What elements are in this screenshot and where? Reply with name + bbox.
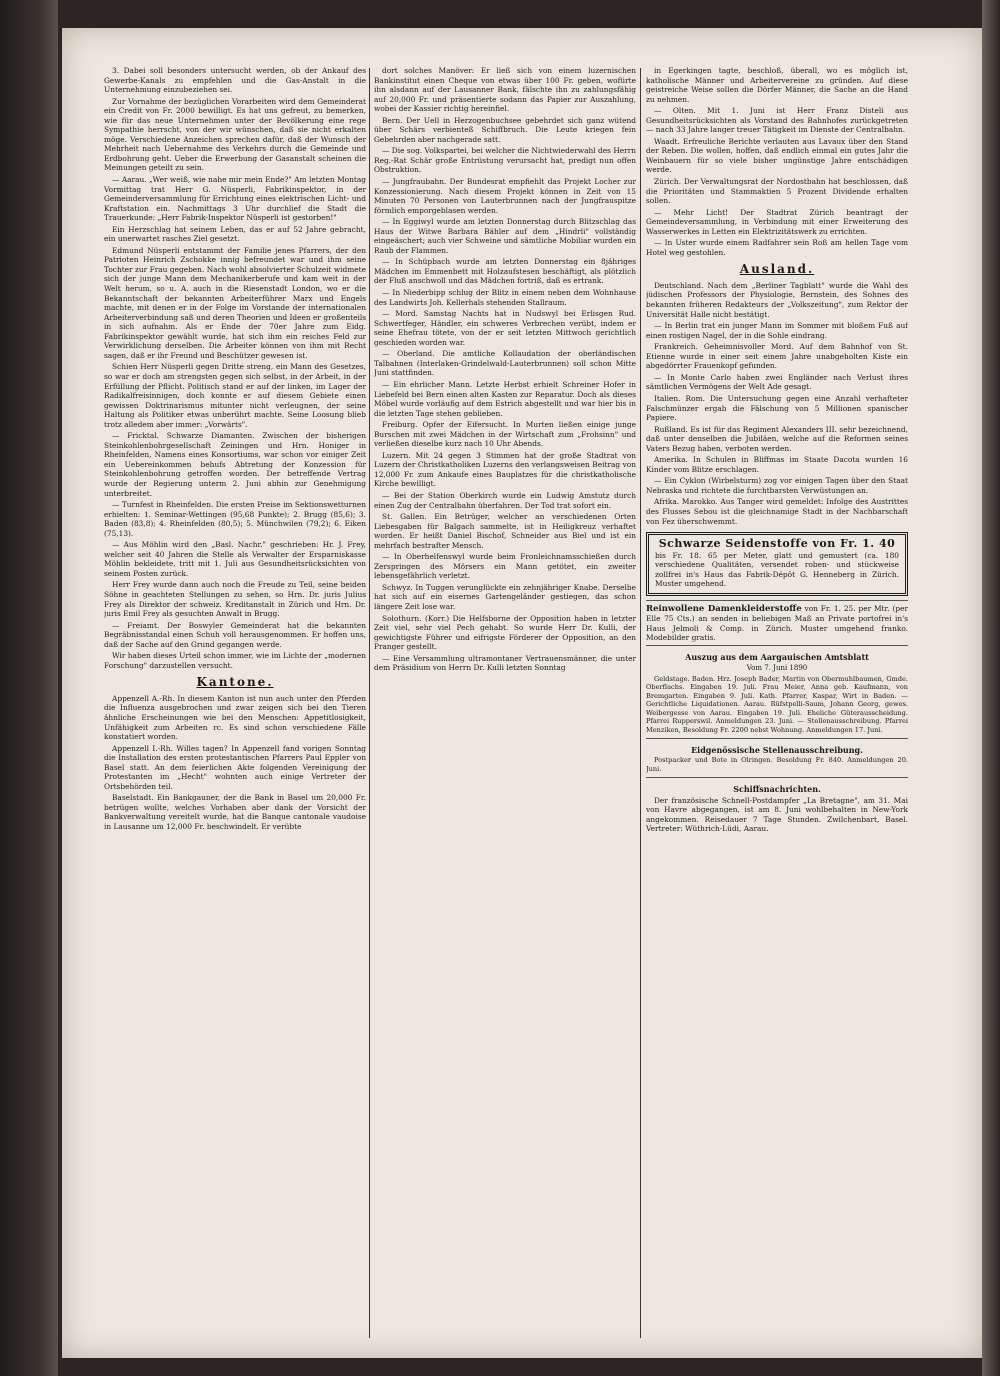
paragraph: Italien. Rom. Die Untersuchung gegen eine Anzahl verhafteter Falschmünzer ergab die Fälschung von 5 Millionen spanischer Papiere. <box>646 393 908 423</box>
paragraph: — Jungfraubahn. Der Bundesrat empfiehlt das Projekt Locher zur Konzessionierung. Nach diesem Projekt können in Zeit von 15 Minuten 70 Personen von Lauterbrunnen nach der Jungfrauspitze förmlich emporgeblasen werden. <box>374 177 636 215</box>
paragraph: — In Schüpbach wurde am letzten Donnerstag ein 8jähriges Mädchen im Emmenbett mit Holzaufstesen beschäftigt, als plötzlich der Fluß anschwoll und das Mädchen fortriß, daß es ertrank. <box>374 257 636 286</box>
paragraph: — Aarau. „Wer weiß, wie nahe mir mein Ende?" Am letzten Montag Vormittag trat Herr G. Nüsperli, Fabrikinspektor, in der Gemeinderversammlung für Errichtung eines elektrischen Licht- und Kraftstation ein. Nachmittags 3 Uhr durchlief die Stadt die Trauerkunde: „Herr Fabrik-Inspektor Nüsperli ist gestorben!" <box>104 175 366 223</box>
paragraph: — Oberland. Die amtliche Kollaudation der oberländischen Talbahnen (Interlaken-Grindelwald-Lauterbrunnen) soll schon Mitte Juni stattfinden. <box>374 349 636 378</box>
ad-title: Reinwollene Damenkleiderstoffe <box>646 603 802 614</box>
paragraph: Afrika. Marokko. Aus Tanger wird gemeldet: Infolge des Austrittes des Flusses Sebou ist die gleichnamige Stadt in der Nachbarschaft von Fez überschwemmt. <box>646 497 908 526</box>
column-1 <box>104 66 366 1346</box>
column-2 <box>374 66 636 1346</box>
paragraph: — Fricktal. Schwarze Diamanten. Zwischen der bisherigen Steinkohlenbohrgesellschaft Zeiningen und Hrn. Honiger in Rheinfelden, Namens eines Konsortiums, war schon vor einiger Zeit ein Uebereinkommen behufs Abtretung der Konzession für Steinkohlenbohrung getroffen worden. Der betreffende Vertrag wurde der Regierung unterm 2. Juni abhin zur Genehmigung unterbreitet. <box>104 431 366 498</box>
paragraph: Ein Herzschlag hat seinem Leben, das er auf 52 Jahre gebracht, ein unerwartet rasches Ziel gesetzt. <box>104 224 366 244</box>
column-rule <box>640 68 641 1338</box>
amtsblatt-excerpt <box>646 645 908 738</box>
ad-title: Schwarze Seidenstoffe von Fr. 1. 40 <box>658 537 896 551</box>
paragraph: Waadt. Erfreuliche Berichte verlauten aus Lavaux über den Stand der Reben. Die wollen, hoffen, daß endlich einmal ein gutes Jahr die Weinbauern für so viele bisher ungünstige Jahre entschädigen werde. <box>646 136 908 175</box>
job-title: Eidgenössische Stellenausschreibung. <box>691 744 863 755</box>
paragraph: dort solches Manöver: Er ließ sich von einem luzernischen Bankinstitut einen Cheque von etwas über 100 Fr. geben, wofürte ihn alsdann auf der Lausanner Bank, fälschte ihn zu zahlungsfähig auf 20,000 Fr. und präsentierte sodann das Papier zur Auszahlung, wobei der Kassier richtig hereinfiel. <box>374 66 636 114</box>
wool-advertisement <box>646 600 908 645</box>
column-rule <box>369 68 370 1338</box>
amtsblatt-title: Auszug aus dem Aargauischen Amtsblatt <box>685 651 869 662</box>
paragraph: Schwyz. In Tuggen verunglückte ein zehnjähriger Knabe. Derselbe hat sich auf ein eisernes Gartengeländer gestiegen, das schon längere Zeit lose war. <box>374 582 636 611</box>
paragraph: Wir haben dieses Urteil schon immer, wie im Lichte der „modernen Forschung" darzustellen versucht. <box>104 651 366 670</box>
paragraph: Frankreich. Geheimnisvoller Mord. Auf dem Bahnhof von St. Etienne wurde in einer seit einem Jahre unabgeholten Kiste ein abgedörrter Frauenkopf gefunden. <box>646 342 908 371</box>
paragraph: Zürich. Der Verwaltungsrat der Nordostbahn hat beschlossen, daß die Prioritäten und Stammaktien 5 Prozent Dividende erhalten sollen. <box>646 177 908 206</box>
amtsblatt-date: Vom 7. Juni 1890 <box>746 663 808 672</box>
paragraph: St. Gallen. Ein Betrüger, welcher an verschiedenen Orten Liebesgaben für Balgach sammelte, ist in Heiligkreuz verhaftet worden. Er heißt Daniel Bischof, Schneider aus Biel und ist ein mehrfach bestrafter Mensch. <box>374 512 636 550</box>
paragraph: — In Monte Carlo haben zwei Engländer nach Verlust ihres sämtlichen Vermögens der Welt Ade gesagt. <box>646 372 908 392</box>
paragraph: — In Oberhelfenswyl wurde beim Fronleichnamsschießen durch Zerspringen des Mörsers ein Mann getötet, ein zweiter lebensgefährlich verletzt. <box>374 552 636 581</box>
scan-left-edge <box>0 0 58 1376</box>
paragraph: — Olten. Mit 1. Juni ist Herr Franz Disteli aus Gesundheitsrücksichten als Vorstand des Bahnhofes zurückgetreten — nach 33 Jahre langer treuer Tätigkeit im Dienste der Centralbahn. <box>646 106 908 135</box>
paragraph: — Die sog. Volkspartei, bei welcher die Nichtwiederwahl des Herrn Reg.-Rat Schär große Entrüstung verursacht hat, predigt nun offen Obstruktion. <box>374 146 636 175</box>
shipping-title: Schiffsnachrichten. <box>733 784 821 795</box>
column-3 <box>646 66 908 1346</box>
paragraph: in Egerkingen tagte, beschloß, überall, wo es möglich ist, katholische Männer und Arbeitervereine zu gründen. Auf diese geistreiche Weise sollen die Dörfer Männer, die Sache an die Hand zu nehmen. <box>646 66 908 104</box>
paragraph: Freiburg. Opfer der Eifersucht. In Murten ließen einige junge Burschen mit zwei Mädchen in der Wirtschaft zum „Frohsinn" und verließen dieselbe kurz nach 10 Uhr Abends. <box>374 420 636 449</box>
paragraph: Appenzell A.-Rh. In diesem Kanton ist nun auch unter den Pferden die Influenza ausgebrochen und zwar zeigen sich bei den Tieren ähnliche Erscheinungen wie bei den Menschen: Appetitlosigkeit, Unfähigkeit zum Arbeiten rc. Es sind schon verschiedene Fälle konstatiert worden. <box>104 693 366 742</box>
section-heading: Kantone. <box>196 675 274 690</box>
paragraph: Schien Herr Nüsperli gegen Dritte streng, ein Mann des Gesetzes, so war er doch am strengsten gegen sich selbst, in der Arbeit, in der Erfüllung der Pflicht. Politisch stand er auf der linken, im Lager der Radikalfreisinnigen, doch konnte er auf diesem Gebiete einen gewissen Doktrinarismus mitunter nicht verleugnen, der seine Haltung als Politiker etwas unberührt machte. Seine Loosung blieb trotz alledem aber immer: „Vorwärts". <box>104 362 366 429</box>
scan-right-edge <box>982 0 1000 1376</box>
job-listing <box>646 738 908 777</box>
paragraph: — Mehr Licht! Der Stadtrat Zürich beantragt der Gemeindeversammlung, in Verbindung mit einer Erweiterung des Wasserwerkes in Letten ein Elektrizitätswerk zu errichten. <box>646 207 908 236</box>
paragraph: Luzern. Mit 24 gegen 3 Stimmen hat der große Stadtrat von Luzern der Christkatholiken Luzerns den verlangsweisen Beitrag von 12,000 Fr. zum Ankaufe eines Bauplatzes für die christkatholische Kirche bewilligt. <box>374 450 636 489</box>
paragraph: — Ein ehrlicher Mann. Letzte Herbst erhielt Schreiner Hofer in Liebefeld bei Bern einen alten Kasten zur Reparatur. Doch als dieses Möbel wurde vorläufig auf dem Estrich abgestellt und war hier bis in die letzten Tage stehen geblieben. <box>374 379 636 418</box>
paragraph: Herr Frey wurde dann auch noch die Freude zu Teil, seine beiden Söhne in geachteten Stellungen zu sehen, so Hrn. Dr. juris Julius Frey als Direktor der schweiz. Kreditanstalt in Zürich und Hrn. Dr. juris Emil Frey als gesuchten Anwalt in Brugg. <box>104 580 366 619</box>
paragraph: Solothurn. (Korr.) Die Helfsborne der Opposition haben in letzter Zeit viel, sehr viel Pech gehabt. So wurde Herr Dr. Kulli, der gewichtigste Führer und eifrigste Förderer der Opposition, an den Pranger gestellt. <box>374 613 636 652</box>
paragraph: — Eine Versammlung ultramontaner Vertrauensmänner, die unter dem Präsidium von Herrn Dr. Kulli letzten Sonntag <box>374 653 636 673</box>
amtsblatt-text: Geldstage. Baden. Hrz. Joseph Bader, Martin von Obermuhlbaumen, Gmde. Oberflachs. Eingaben 19. Juli. Frau Meier, Anna geb. Kaufmann, von Bremgarten. Eingaben 9. Juli. Kath. Pfarrer, Kaspar, Wirt in Baden. — Gerichtliche Liquidationen. Aarau. Rüfstpelli-Saum, Johann Georg, gewes. Weibergesse von Aarau. Eingaben 19. Juli. Eheliche Güterausscheidung. Pfarrei Rupperswil. Anmeldungen 23. Juni. — Stellenausschreibung. Pfarrei Menziken, Besoldung Fr. 2200 nebst Wohnung. Anmeldungen 17. Juni. <box>646 675 908 734</box>
paragraph: — Ein Cyklon (Wirbelsturm) zog vor einigen Tagen über den Staat Nebraska und richtete die furchtbarsten Verwüstungen an. <box>646 476 908 495</box>
paragraph: — Aus Möhlin wird den „Basl. Nachr." geschrieben: Hr. J. Frey, welcher seit 40 Jahren die Stelle als Verwalter der Ersparniskasse Möhlin bekleidete, tritt mit 1. Juli aus Gesundheitsrücksichten von seinem Posten zurück. <box>104 540 366 578</box>
shipping-news <box>646 777 908 838</box>
paragraph: Appenzell I.-Rh. Willes tagen? In Appenzell fand vorigen Sonntag die Installation des ersten protestantischen Pfarrers Paul Eppler von Basel statt. An dem feierlichen Akte folgenden Vereinigung der Protestanten im „Hecht" wohnten auch einige Vertreter der Ortsbehörden teil. <box>104 743 366 791</box>
paragraph: Edmund Nüsperli entstammt der Familie jenes Pfarrers, der den Patrioten Heinrich Zschokke innig befreundet war und ihm seine Tochter zur Frau gegeben. Nach wohl absolvierter Schulzeit widmete sich der junge Mann dem Mechanikerberufe und kam weit in der Welt herum, so u. A. auch in die Riesenstadt London, wo er die Bekanntschaft der bekannten Arbeiterführer Marx und Engels machte, mit denen er in der Folge im Vorstande der internationalen Arbeiterverbindung saß und deren Theorien und Ideen er großenteils in sich aufnahm. Als er Ende der 70er Jahre zum Eidg. Fabrikinspektor gewählt wurde, hat sich ihm ein reiches Feld zur Verwirklichung derselben. Die Arbeiter können von ihm mit Recht sagen, daß er ihr Freund und Beschützer gewesen ist. <box>104 245 366 360</box>
paragraph: — In Uster wurde einem Radfahrer sein Roß am hellen Tage vom Hotel weg gestohlen. <box>646 238 908 257</box>
shipping-text: Der französische Schnell-Postdampfer „La Bretagne", am 31. Mai von Havre abgegangen, ist am 8. Juni wohlbehalten in New-York angekommen. Reisedauer 7 Tage Stunden. Zwilchenbart, Basel. Vertreter: Wüthrich-Lüdi, Aarau. <box>646 795 908 834</box>
ad-body: von Fr. 1. 25. per Mtr. (per Elle 75 Cts.) an senden in beliebigen Maß an Private portofrei in's Haus Jelmoli & Comp. in Zürich. Muster umgehend franko. Modebilder gratis. <box>646 603 908 643</box>
silk-advertisement <box>646 532 908 596</box>
paragraph: Bern. Der Uell in Herzogenbuchsee gebehrdet sich ganz wütend über Schärs verbienteß Schiffbruch. Die Leute kriegen fein Gebehrden aber nachgerade satt. <box>374 115 636 144</box>
paragraph: Deutschland. Nach dem „Berliner Tagblatt" wurde die Wahl des jüdischen Professors der Physiologie, Bernstein, des Sohnes des bekannten früheren Redakteurs der „Volkszeitung", zum Rektor der Universität Halle nicht bestätigt. <box>646 280 908 319</box>
paragraph: 3. Dabei soll besonders untersucht werden, ob der Ankauf des Gewerbe-Kanals zu empfehlen und die Gas-Anstalt in die Unternehmung einzubeziehen sei. <box>104 66 366 95</box>
paragraph: Baselstadt. Ein Bankgauner, der die Bank in Basel um 20,000 Fr. betrügen wollte, welches Vorhaben aber dank der Vorsicht der Bankverwaltung vereitelt wurde, hat die Banque cantonale vaudoise in Lausanne um 12,000 Fr. beschwindelt. Er verübte <box>104 793 366 832</box>
paragraph: Zur Vornahme der bezüglichen Vorarbeiten wird dem Gemeinderat ein Credit von Fr. 2000 bewilligt. Es hat uns gefreut, zu bemerken, wie für das neue Unternehmen unter der Bevölkerung eine rege Sympathie herrscht, von der wir wünschen, daß sie nicht erkalten möge. Verschiedene Anzeichen sprechen dafür, daß der Wunsch der Mehrheit nach Uebernahme des Verkehrs durch die Gemeinde und Erdbohrung geht. Ueber die Erwerbung der Gasanstalt scheinen die Meinungen geteilt zu sein. <box>104 96 366 173</box>
newspaper-page <box>62 28 982 1358</box>
section-heading: Ausland. <box>739 262 815 277</box>
paragraph: — In Niederbipp schlug der Blitz in einem neben dem Wohnhause des Landwirts Joh. Kellerhals stehenden Stallraum. <box>374 288 636 307</box>
paragraph: — Freiamt. Der Boswyler Gemeinderat hat die bekannten Begräbnisstandal einen Schuh voll herausgenommen. Er hoffen uns, daß der Sache auf den Grund gegangen werde. <box>104 620 366 649</box>
paragraph: — Mord. Samstag Nachts hat in Nudswyl bei Erlisgen Rud. Schwertfeger, Händler, ein schweres Verbrechen verübt, indem er seine Ehefrau tötete, von der er seit letzten Mittwoch gerichtlich geschieden worden war. <box>374 309 636 347</box>
paragraph: — Turnfest in Rheinfelden. Die ersten Preise im Sektionswetturnen erhielten: 1. Seminar-Wettingen (95,68 Punkte); 2. Brugg (85,6); 3. Baden (83,8); 4. Rheinfelden (80,5); 5. Münchwilen (79,2); 6. Eiken (75,13). <box>104 500 366 538</box>
paragraph: — In Berlin trat ein junger Mann im Sommer mit bloßem Fuß auf einen rostigen Nagel, der in die Sohle eindrang. <box>646 321 908 340</box>
paragraph: Rußland. Es ist für das Regiment Alexanders III. sehr bezeichnend, daß unter denselben die Jubiläen, welche auf die Reformen seines Vaters Bezug haben, verboten werden. <box>646 424 908 453</box>
paragraph: — Bei der Station Oberkirch wurde ein Ludwig Amstutz durch einen Zug der Centralbahn überfahren. Der Tod trat sofort ein. <box>374 490 636 510</box>
job-text: Postpacker und Bote in Olringen. Besoldung Fr. 840. Anmeldungen 20. Juni. <box>646 756 908 773</box>
paragraph: Amerika. In Schulen in Bliffmas im Staate Dacota wurden 16 Kinder vom Blitze erschlagen. <box>646 455 908 474</box>
ad-body: bis Fr. 18. 65 per Meter, glatt und gemustert (ca. 180 verschiedene Qualitäten, versendet roben- und stückweise zollfrei in's Haus das Fabrik-Dépôt G. Henneberg in Zürich. Muster umgehend. <box>655 550 899 589</box>
paragraph: — In Eggiwyl wurde am letzten Donnerstag durch Blitzschlag das Haus der Witwe Barbara Bähler auf dem „Hindrli" vollständig eingeäschert; auch vier Schweine und sämtliche Mobiliar wurden ein Raub der Flammen. <box>374 217 636 255</box>
